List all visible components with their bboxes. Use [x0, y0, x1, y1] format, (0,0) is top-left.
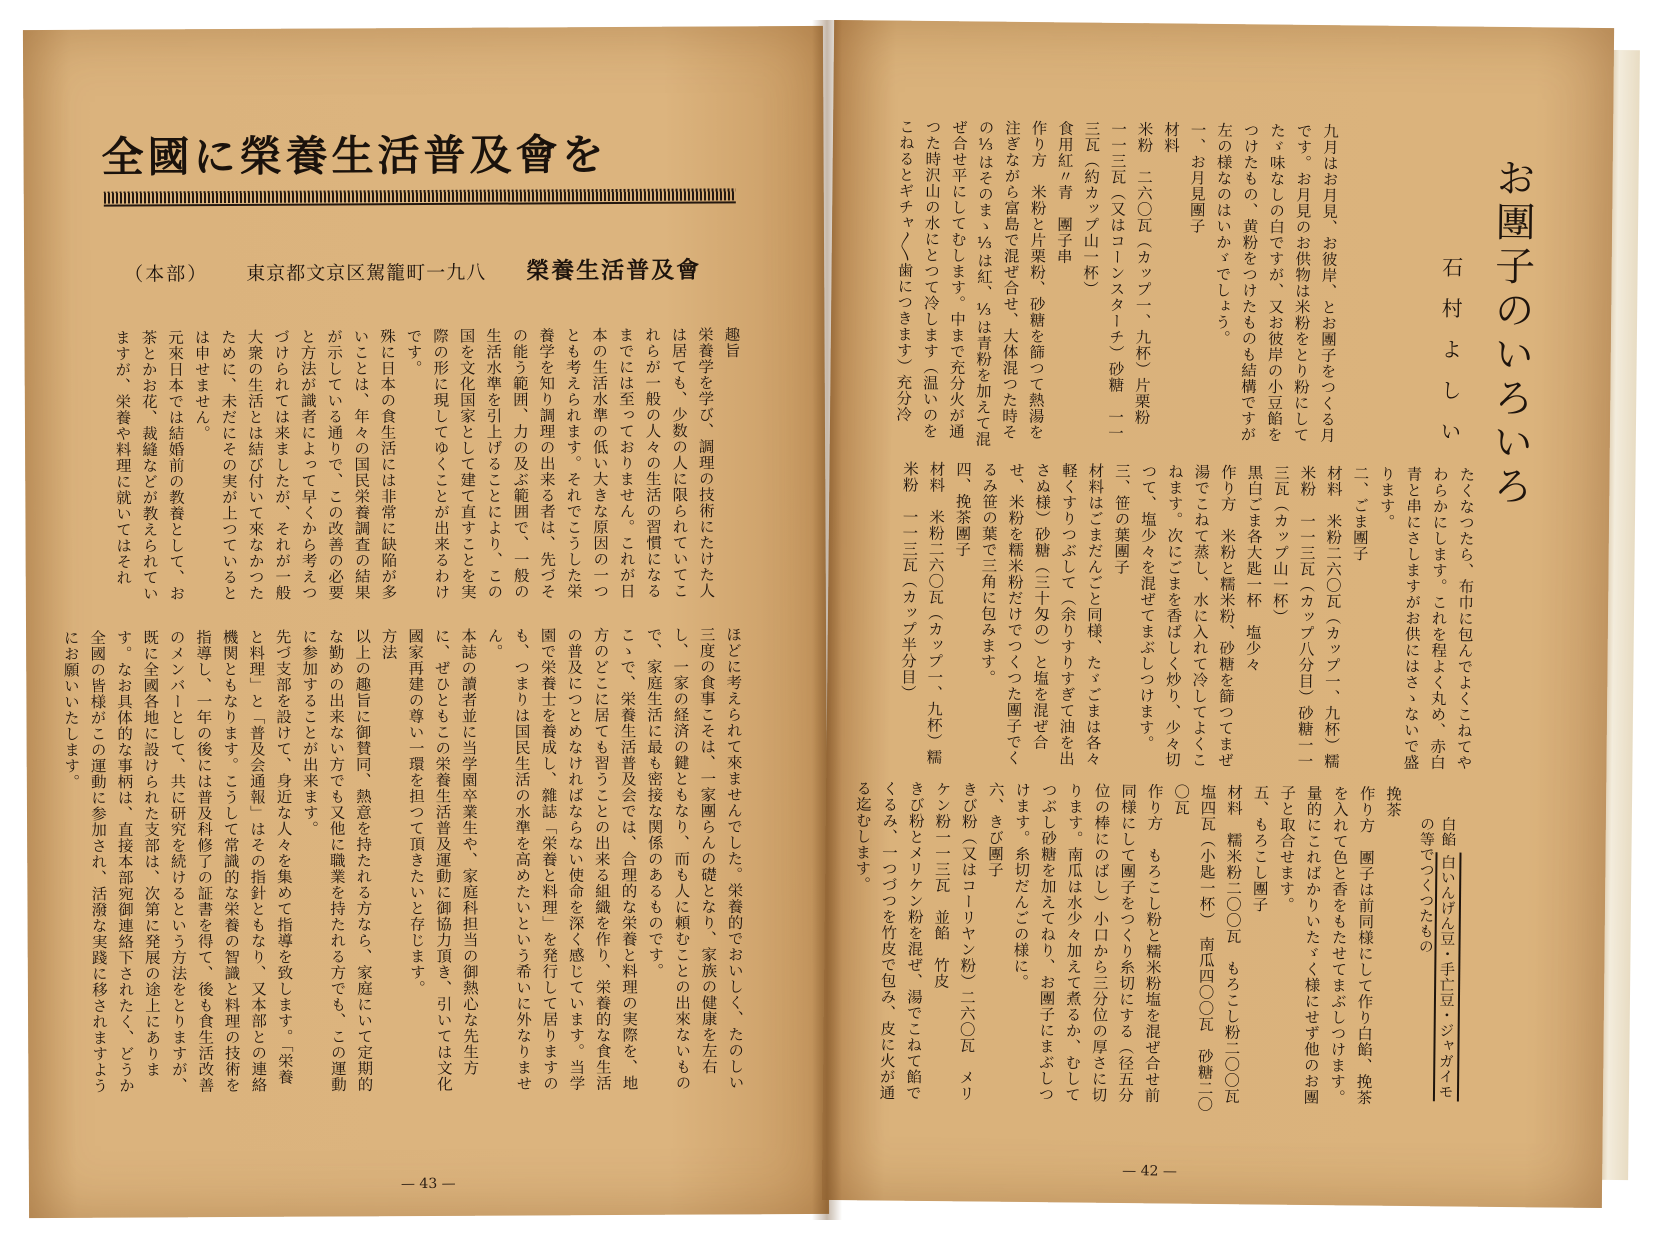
article-author: 石村よしい [1437, 256, 1464, 462]
page-number-42: — 42 — [1122, 1163, 1177, 1180]
right-page [822, 20, 1614, 1208]
hq-organization: 榮養生活普及會 [526, 257, 702, 285]
bean-note-label: 白餡 [1439, 816, 1458, 848]
bean-note [1413, 816, 1459, 1116]
bean-note-tail: の等でつくつたもの [1416, 816, 1437, 954]
page-number-43: — 43 — [400, 1175, 456, 1193]
hq-label: （本部） [124, 263, 209, 286]
page-title: 全國に榮養生活普及會を [101, 130, 608, 182]
article-title: お團子のいろいろ [1486, 156, 1536, 510]
binding-gutter [812, 20, 842, 1220]
hq-address: 東京都文京区駕籠町一九八 [246, 261, 487, 285]
left-body-bottom: ほどに考えられて來ませんでした。栄養的でおいしく、たのしい三度の食事こそは、一家團らんの礎となり、家族の健康を左右し、一家の経済の鍵ともなり、而も人に頼むことの出來ないもので、家庭生活に最も密接な関係のあるものです。 こゝで、栄養生活普及会では、合理的な栄養と料理の実際を、地方のどこに居ても習うことの出来る組織を作り、栄養的な食生活の普及につとめなければならない使命を深く感じています。当学園で栄養士を養成し、雜誌「栄養と料理」を発行して居りますのも、つまりは国民生活の水準を高めたいという希いに外なりません。 本誌の讀者並に当学園卒業生や、家庭科担当の御熱心な先生方に、ぜひともこの栄養生活普及運動に御協力頂き、引いては文化國家再建の尊い一環を担つて頂きたいと存じます。 方法 以上の趣旨に御賛同、熱意を持たれる方なら、家庭にいて定期的な勤めの出来ない方でも又他に職業を持たれる方でも、この運動に参加することが出来ます。 先づ支部を設けて、身近な人々を集めて指導を致します。「栄養と料理」と「普及会通報」はその指針ともなり、又本部との連絡機関ともなります。こうして常識的な栄養の智識と料理の技術を指導し、一年の後には普及科修了の証書を得て、後も食生活改善のメンバーとして、共に研究を続けるという方法をとりますが、既に全國各地に設けられた支部は、次第に発展の途上にあります。なお具体的な事柄は、直接本部宛御連絡下されたく、どうか全國の皆様がこの運動に参加され、活潑な実踐に移されますようにお願いいたします。 [61, 626, 745, 1094]
headquarters-line [124, 252, 701, 288]
left-body-top: 趣旨 栄養学を学び、調理の技術にたけた人は居ても、少数の人に限られていてこれらが一般の人々の生活の習慣になるまでには至っておりません。これが日本の生活水準の低い大きな原因の一つとも考えられます。それでこうした栄養学を知り調理の出来る者は、先づその能う範囲、力の及ぶ範囲で、一般の生活水準を引上げることにより、この国を文化国家として建て直すことを実際の形に現してゆくことが出来るわけです。 殊に日本の食生活には非常に缺陥が多いことは、年々の国民栄養調査の結果が示している通りで、この改善の必要と方法が識者によって早くから考えつづけられては来ましたが、それが一般大衆の生活とは結び付いて來なかつたために、未だにその実が上つているとは申せません。 元來日本では結婚前の教養として、お茶とかお花、裁縫などが教えられていますが、栄養や料理に就いてはそれ [112, 326, 741, 602]
right-body-top: 九月はお月見、お彼岸、とお團子をつくる月です。お月見のお供物は米粉をとり粉にしてたゞ味なしの白ですが、又お彼岸の小豆餡をつけたもの、黄粉をつけたものも結構ですが左の様なのはいかゞでしょう。 一、お月見團子 材料 米粉 二六〇瓦（カップ一、九杯）片栗粉 一一三瓦（又はコーンスターチ）砂糖 一一三瓦（約カップ山一杯） 食用紅〃青 團子串 作り方 米粉と片栗粉、砂糖を篩つて熱湯を注ぎながら富島で混ぜ合せ、大体混つた時その⅓はそのまゝ⅓は紅、⅓は青粉を加えて混ぜ合せ平にしてむします。中まで充分火が通つた時沢山の水にとつて冷します（温いのをこねるとギチャ〳〵歯につきます）充分冷 [893, 118, 1340, 448]
right-body-middle: たくなつたら、布巾に包んでよくこねてやわらかにします。これを程よく丸め、赤白青と串にさしますがお供にはさゝないで盛ります。 二、ごま團子 材料 米粉二六〇瓦（カップ一、九杯）糯米粉 一一三瓦（カップ八分目）砂糖一一三瓦（カップ山一杯） 黒白ごま各大匙一杯 塩少々 作り方 米粉と糯米粉、砂糖を篩つてまぜ湯でこねて蒸し、水に入れて冷してよくこねます。次にごまを香ばしく炒り、少々切つて、塩少々を混ぜてまぶしつけます。 三、笹の葉團子 材料はごまだんごと同様、たゞごまは各々軽くすりつぶして（余りすりすぎて油を出さぬ様）砂糖（三十匁の）と塩を混ぜ合せ、米粉を糯米粉だけでつくつた團子でくるみ笹の葉で三角に包みます。 四、挽茶團子 材料 米粉二六〇瓦（カップ一、九杯）糯米粉 一一三瓦（カップ半分目） [898, 460, 1476, 771]
title-rule [104, 188, 736, 203]
left-page [23, 26, 829, 1218]
right-body-bottom: 挽茶 作り方 團子は前同様にして作り白餡、挽茶を入れて色と香をもたせてまぶしつけます。量的にこればかりいたゞく様にせず他のお團子と取合せます。 五、もろこし團子 材料 糯米粉二〇〇瓦 もろこし粉二〇〇瓦 塩四瓦（小匙一杯） 南瓜四〇〇瓦 砂糖二〇〇瓦 作り方 もろこし粉と糯米粉塩を混ぜ合せ前同様にして團子をつくり糸切にする（径五分位の棒にのばし）小口から三分位の厚さに切ります。南瓜は水少々加えて煮るか、むしてつぶし砂糖を加えてねり、お團子にまぶしつけます。糸切だんごの様に。 六、きび團子 きび粉（又はコーリヤン粉）二六〇瓦 メリケン粉一一三瓦 並餡 竹皮 きび粉とメリケン粉を混ぜ、湯でこねて餡でくるみ、一つづつを竹皮で包み、皮に火が通る迄むします。 [853, 780, 1403, 1121]
bean-note-items: 白いんげん豆・手亡豆・ジャガイモ [1433, 852, 1462, 1101]
